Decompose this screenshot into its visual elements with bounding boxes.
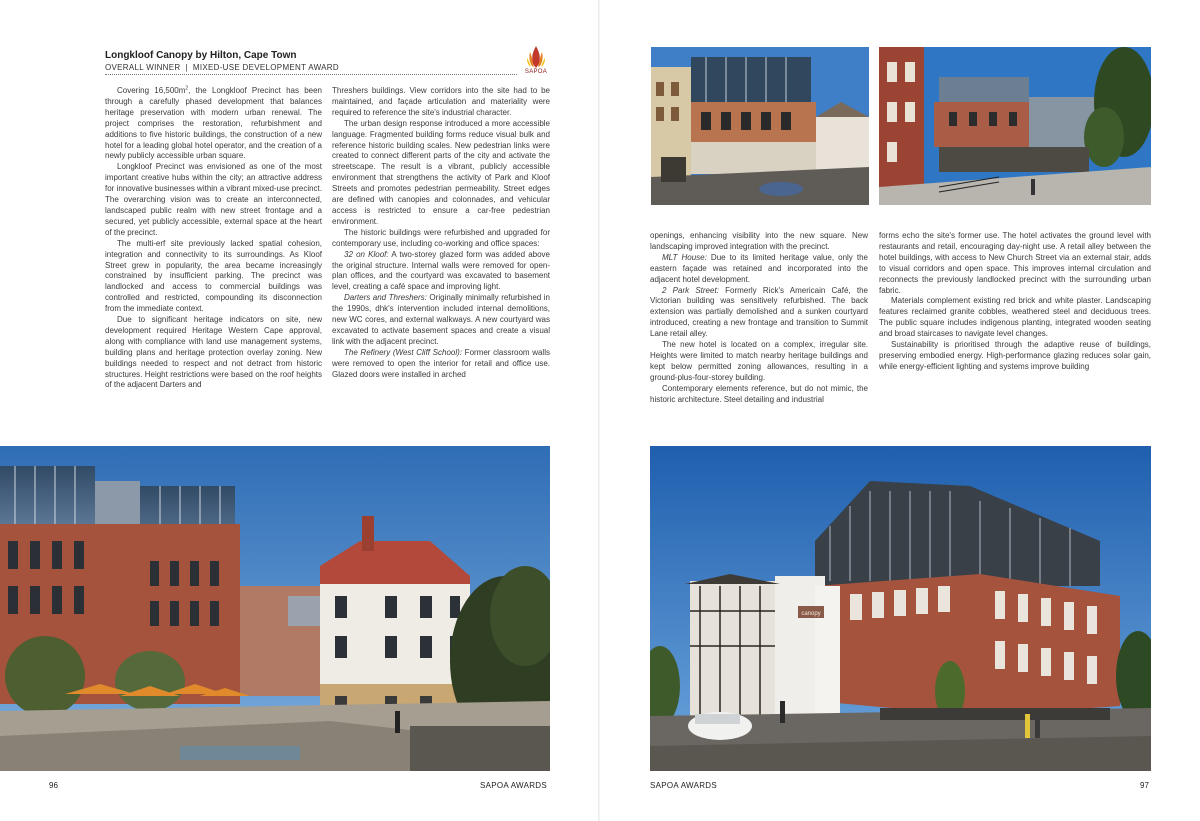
plaza-photo — [0, 446, 550, 771]
italic-lead: 2 Park Street: — [662, 285, 719, 295]
running-footer-left: SAPOA AWARDS — [480, 781, 548, 790]
text-run: Covering 16,500m — [117, 86, 186, 95]
paragraph: Sustainability is prioritised through the adaptive reuse of buildings, preserving embodied energy. High-performance glazing reduces solar gain, while energy-efficient lighting and systems improve building — [879, 340, 1151, 371]
text-run: A two-storey glazed form was added above the original structure. Internal walls were removed for open-plan offices, and the courtyard was excavated to basement level, creating a café space and improving light. — [332, 249, 550, 292]
right-column-1 — [650, 231, 868, 406]
paragraph: Threshers buildings. View corridors into the site had to be maintained, and façade articulation and materiality were required to reference the site's industrial character. — [332, 86, 550, 117]
text-run: Due to its limited heritage value, only the eastern façade was retained and incorporated into the adjacent hotel development. — [650, 252, 868, 284]
text-run: , the Longkloof Precinct has been through a carefully phased development that balances heritage preservation with modern urban renewal. The project comprises the restoration, refurbishment and additions to five historic buildings, the construction of a new hotel for a leading global hotel operator, and the creation of a newly publicly accessible urban square. — [105, 86, 322, 161]
paragraph — [332, 348, 550, 381]
paragraph: The urban design response introduced a more accessible language. Fragmented building forms reduce visual bulk and reference historic building scales. New pedestrian links were created to connect different parts of the city and activate the streetscape. The result is a vibrant, publicly accessible environment that strengthens the activity of Park and Kloof Streets and promotes pedestrian permeability. Street edges are defined with canopies and colonnades, and vehicular access is restricted to ensure a car-free pedestrian environment. — [332, 118, 550, 226]
page-number-left: 96 — [49, 781, 58, 790]
street-photo — [651, 47, 869, 205]
paragraph: Due to significant heritage indicators on site, new development required Heritage Western Cape approval, along with compliance with land use management systems, building plans and heritage protection overlay zoning. New buildings needed to respect and not detract from historic structures. Height restrictions were based on the roof heights of the adjacent Darters and — [105, 315, 322, 390]
italic-lead: The Refinery (West Cliff School): — [344, 347, 463, 357]
paragraph — [332, 250, 550, 294]
italic-lead: 32 on Kloof: — [344, 249, 389, 259]
paragraph: The new hotel is located on a complex, irregular site. Heights were limited to match nearby heritage buildings and kept below permitted zoning allowances, resulting in a ground-plus-four-storey building. — [650, 340, 868, 382]
paragraph: Longkloof Precinct was envisioned as one of the most important creative hubs within the city; an attractive address for innovative businesses within a vibrant mixed-use precinct. The overarching vision was to create an interconnected, landscaped public realm with new street frontage and a secured, yet publicly accessible, external space at the heart of the precinct. — [105, 162, 322, 237]
title-rule — [105, 74, 517, 75]
right-page — [600, 0, 1200, 821]
right-column-2 — [879, 231, 1151, 373]
paragraph: openings, enhancing visibility into the new square. New landscaping improved integration with the precinct. — [650, 231, 868, 251]
running-footer-right: SAPOA AWARDS — [650, 781, 718, 790]
page-number-right: 97 — [1140, 781, 1149, 790]
text-run: Originally minimally refurbished in the 1990s, dhk's intervention included internal demolitions, new WC cores, and external walkways. A new courtyard was excavated to activate basement spaces and create a visual link with the adjacent precinct. — [332, 293, 550, 346]
article-title: Longkloof Canopy by Hilton, Cape Town — [105, 50, 297, 61]
award-rank: OVERALL WINNER — [105, 63, 181, 72]
award-category: MIXED-USE DEVELOPMENT AWARD — [192, 63, 339, 72]
left-column-2 — [332, 86, 550, 380]
paragraph: Materials complement existing red brick and white plaster. Landscaping features reclaimed granite cobbles, weathered steel and deciduous trees. The public square includes indigenous planting, integrated wooden seating and broad staircases to navigate level changes. — [879, 296, 1151, 339]
courtyard-photo — [879, 47, 1151, 205]
paragraph: forms echo the site's former use. The hotel activates the ground level with restaurants and retail, encouraging day-night use. A retail alley between the hotel buildings, with access to New Church Street via an external stair, adds to visual corridors and open space. This improves internal circulation and reconnects the previously landlocked precinct with the surrounding urban fabric. — [879, 231, 1151, 295]
paragraph: The historic buildings were refurbished and upgraded for contemporary use, including co-working and office spaces: — [332, 227, 550, 248]
article-subtitle — [105, 63, 339, 72]
italic-lead: MLT House: — [662, 252, 707, 262]
text-run: Former classroom walls were removed to open the interior for retail and office use. Glazed doors were installed in arched — [332, 347, 550, 379]
subtitle-separator: | — [185, 63, 188, 72]
hotel-photo — [650, 446, 1151, 771]
sapoa-logo — [521, 44, 551, 76]
paragraph — [650, 253, 868, 286]
paragraph: The multi-erf site previously lacked spatial cohesion, integration and connectivity to its surroundings. As Kloof Street grew in popularity, the area became increasingly constrained by insufficient parking. The precinct was landlocked and access to commercial buildings was controlled and restricted, compounding its disconnection from the immediate context. — [105, 238, 322, 314]
hotel-sign: canopy — [801, 611, 821, 617]
paragraph — [650, 286, 868, 341]
paragraph — [332, 293, 550, 348]
logo-text: SAPOA — [524, 69, 548, 75]
superscript: 2 — [185, 85, 189, 92]
paragraph — [105, 86, 322, 162]
italic-lead: Darters and Threshers: — [344, 293, 427, 303]
paragraph: Contemporary elements reference, but do not mimic, the historic architecture. Steel detailing and industrial — [650, 383, 868, 404]
text-run: Formerly Rick's Americain Café, the Victorian building was sensitively refurbished. The back extension was partially demolished and a sunken courtyard introduced, creating a new frontage and transition to Summit Lane retail alley. — [650, 285, 868, 339]
left-column-1 — [105, 86, 322, 391]
left-page — [0, 0, 598, 821]
flame-icon — [521, 44, 551, 70]
